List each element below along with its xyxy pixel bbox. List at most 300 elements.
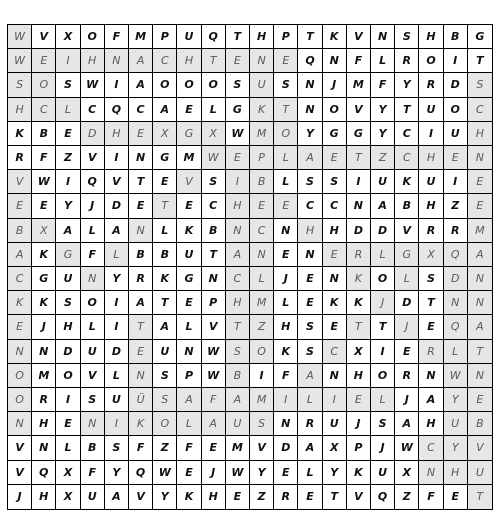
grid-cell[interactable]: A: [468, 243, 492, 267]
grid-cell[interactable]: E: [347, 388, 371, 412]
grid-cell[interactable]: H: [32, 485, 56, 509]
grid-cell[interactable]: V: [347, 25, 371, 49]
grid-cell[interactable]: N: [298, 243, 322, 267]
grid-cell[interactable]: C: [395, 146, 419, 170]
grid-cell[interactable]: L: [202, 98, 226, 122]
grid-cell[interactable]: M: [250, 122, 274, 146]
grid-cell[interactable]: I: [347, 170, 371, 194]
grid-cell[interactable]: C: [323, 340, 347, 364]
grid-cell[interactable]: J: [347, 412, 371, 436]
grid-cell[interactable]: B: [129, 243, 153, 267]
grid-cell[interactable]: L: [274, 170, 298, 194]
grid-cell[interactable]: E: [274, 194, 298, 218]
grid-cell[interactable]: H: [419, 412, 443, 436]
grid-cell[interactable]: S: [8, 73, 32, 97]
grid-cell[interactable]: D: [444, 267, 468, 291]
grid-cell[interactable]: A: [177, 388, 201, 412]
grid-cell[interactable]: A: [105, 219, 129, 243]
grid-cell[interactable]: V: [8, 170, 32, 194]
grid-cell[interactable]: S: [419, 267, 443, 291]
grid-cell[interactable]: R: [129, 267, 153, 291]
grid-cell[interactable]: G: [226, 98, 250, 122]
grid-cell[interactable]: E: [298, 291, 322, 315]
grid-cell[interactable]: C: [32, 98, 56, 122]
grid-cell[interactable]: E: [8, 194, 32, 218]
grid-cell[interactable]: I: [444, 170, 468, 194]
grid-cell[interactable]: V: [468, 436, 492, 460]
grid-cell[interactable]: N: [226, 219, 250, 243]
grid-cell[interactable]: N: [177, 340, 201, 364]
grid-cell[interactable]: H: [202, 485, 226, 509]
grid-cell[interactable]: I: [371, 340, 395, 364]
grid-cell[interactable]: R: [8, 146, 32, 170]
grid-cell[interactable]: H: [56, 315, 80, 339]
grid-cell[interactable]: M: [468, 219, 492, 243]
grid-cell[interactable]: C: [153, 49, 177, 73]
grid-cell[interactable]: P: [274, 25, 298, 49]
grid-cell[interactable]: E: [32, 194, 56, 218]
grid-cell[interactable]: N: [419, 364, 443, 388]
grid-cell[interactable]: L: [153, 219, 177, 243]
grid-cell[interactable]: A: [56, 219, 80, 243]
grid-cell[interactable]: G: [56, 243, 80, 267]
grid-cell[interactable]: K: [250, 98, 274, 122]
grid-cell[interactable]: N: [250, 243, 274, 267]
grid-cell[interactable]: A: [129, 49, 153, 73]
grid-cell[interactable]: V: [177, 170, 201, 194]
grid-cell[interactable]: J: [323, 73, 347, 97]
grid-cell[interactable]: H: [347, 364, 371, 388]
grid-cell[interactable]: W: [8, 49, 32, 73]
grid-cell[interactable]: S: [371, 412, 395, 436]
grid-cell[interactable]: T: [468, 340, 492, 364]
grid-cell[interactable]: L: [177, 315, 201, 339]
grid-cell[interactable]: C: [298, 194, 322, 218]
grid-cell[interactable]: K: [347, 291, 371, 315]
grid-cell[interactable]: X: [32, 219, 56, 243]
grid-cell[interactable]: V: [8, 436, 32, 460]
grid-cell[interactable]: L: [444, 340, 468, 364]
grid-cell[interactable]: E: [177, 98, 201, 122]
grid-cell[interactable]: Q: [298, 49, 322, 73]
grid-cell[interactable]: B: [250, 170, 274, 194]
grid-cell[interactable]: R: [298, 412, 322, 436]
grid-cell[interactable]: U: [250, 73, 274, 97]
grid-cell[interactable]: H: [226, 194, 250, 218]
grid-cell[interactable]: V: [81, 146, 105, 170]
grid-cell[interactable]: F: [105, 25, 129, 49]
grid-cell[interactable]: R: [347, 243, 371, 267]
grid-cell[interactable]: U: [81, 485, 105, 509]
grid-cell[interactable]: E: [56, 122, 80, 146]
grid-cell[interactable]: L: [371, 49, 395, 73]
grid-cell[interactable]: A: [8, 243, 32, 267]
grid-cell[interactable]: W: [226, 461, 250, 485]
grid-cell[interactable]: B: [226, 364, 250, 388]
grid-cell[interactable]: E: [129, 194, 153, 218]
grid-cell[interactable]: E: [298, 485, 322, 509]
grid-cell[interactable]: I: [444, 49, 468, 73]
grid-cell[interactable]: E: [323, 146, 347, 170]
grid-cell[interactable]: U: [153, 340, 177, 364]
grid-cell[interactable]: D: [371, 219, 395, 243]
grid-cell[interactable]: J: [8, 485, 32, 509]
grid-cell[interactable]: I: [105, 73, 129, 97]
grid-cell[interactable]: H: [8, 98, 32, 122]
grid-cell[interactable]: M: [32, 364, 56, 388]
grid-cell[interactable]: T: [153, 194, 177, 218]
grid-cell[interactable]: N: [129, 219, 153, 243]
grid-cell[interactable]: O: [81, 291, 105, 315]
grid-cell[interactable]: W: [395, 436, 419, 460]
grid-cell[interactable]: Y: [323, 461, 347, 485]
grid-cell[interactable]: O: [8, 364, 32, 388]
grid-cell[interactable]: S: [250, 412, 274, 436]
grid-cell[interactable]: H: [298, 219, 322, 243]
grid-cell[interactable]: E: [468, 170, 492, 194]
grid-cell[interactable]: V: [395, 219, 419, 243]
grid-cell[interactable]: E: [226, 146, 250, 170]
grid-cell[interactable]: X: [153, 122, 177, 146]
grid-cell[interactable]: O: [323, 98, 347, 122]
grid-cell[interactable]: E: [444, 146, 468, 170]
grid-cell[interactable]: A: [298, 146, 322, 170]
grid-cell[interactable]: R: [419, 73, 443, 97]
grid-cell[interactable]: S: [468, 73, 492, 97]
grid-cell[interactable]: A: [153, 98, 177, 122]
grid-cell[interactable]: A: [419, 388, 443, 412]
grid-cell[interactable]: Q: [444, 243, 468, 267]
grid-cell[interactable]: D: [274, 436, 298, 460]
grid-cell[interactable]: Z: [250, 315, 274, 339]
grid-cell[interactable]: K: [32, 291, 56, 315]
grid-cell[interactable]: V: [250, 436, 274, 460]
grid-cell[interactable]: O: [56, 364, 80, 388]
grid-cell[interactable]: T: [347, 315, 371, 339]
grid-cell[interactable]: O: [81, 25, 105, 49]
grid-cell[interactable]: G: [32, 267, 56, 291]
grid-cell[interactable]: A: [298, 436, 322, 460]
grid-cell[interactable]: N: [81, 267, 105, 291]
grid-cell[interactable]: O: [250, 340, 274, 364]
grid-cell[interactable]: X: [56, 485, 80, 509]
grid-cell[interactable]: P: [153, 25, 177, 49]
grid-cell[interactable]: E: [468, 388, 492, 412]
grid-cell[interactable]: E: [274, 243, 298, 267]
grid-cell[interactable]: A: [226, 388, 250, 412]
grid-cell[interactable]: E: [468, 194, 492, 218]
grid-cell[interactable]: P: [347, 436, 371, 460]
grid-cell[interactable]: L: [274, 146, 298, 170]
grid-cell[interactable]: V: [129, 485, 153, 509]
grid-cell[interactable]: U: [444, 122, 468, 146]
grid-cell[interactable]: K: [347, 461, 371, 485]
grid-cell[interactable]: T: [153, 291, 177, 315]
grid-cell[interactable]: Z: [395, 485, 419, 509]
grid-cell[interactable]: Y: [371, 122, 395, 146]
grid-cell[interactable]: X: [56, 25, 80, 49]
grid-cell[interactable]: X: [323, 436, 347, 460]
grid-cell[interactable]: W: [153, 461, 177, 485]
grid-cell[interactable]: D: [105, 340, 129, 364]
grid-cell[interactable]: H: [419, 194, 443, 218]
grid-cell[interactable]: K: [8, 291, 32, 315]
grid-cell[interactable]: N: [8, 340, 32, 364]
grid-cell[interactable]: M: [250, 388, 274, 412]
grid-cell[interactable]: N: [81, 412, 105, 436]
grid-cell[interactable]: C: [395, 122, 419, 146]
grid-cell[interactable]: B: [81, 436, 105, 460]
grid-cell[interactable]: X: [395, 461, 419, 485]
grid-cell[interactable]: I: [105, 291, 129, 315]
grid-cell[interactable]: I: [105, 315, 129, 339]
grid-cell[interactable]: X: [419, 243, 443, 267]
grid-cell[interactable]: N: [129, 364, 153, 388]
grid-cell[interactable]: V: [32, 25, 56, 49]
grid-cell[interactable]: H: [274, 315, 298, 339]
grid-cell[interactable]: R: [444, 219, 468, 243]
grid-cell[interactable]: C: [226, 267, 250, 291]
grid-cell[interactable]: Ü: [129, 388, 153, 412]
grid-cell[interactable]: E: [419, 315, 443, 339]
grid-cell[interactable]: V: [81, 364, 105, 388]
grid-cell[interactable]: S: [56, 73, 80, 97]
grid-cell[interactable]: M: [347, 73, 371, 97]
grid-cell[interactable]: U: [81, 340, 105, 364]
grid-cell[interactable]: L: [298, 461, 322, 485]
grid-cell[interactable]: H: [444, 461, 468, 485]
grid-cell[interactable]: U: [105, 388, 129, 412]
grid-cell[interactable]: I: [105, 412, 129, 436]
grid-cell[interactable]: F: [347, 49, 371, 73]
grid-cell[interactable]: E: [202, 436, 226, 460]
grid-cell[interactable]: S: [323, 170, 347, 194]
grid-cell[interactable]: E: [298, 267, 322, 291]
grid-cell[interactable]: J: [202, 461, 226, 485]
grid-cell[interactable]: T: [347, 146, 371, 170]
grid-cell[interactable]: E: [323, 315, 347, 339]
grid-cell[interactable]: O: [177, 73, 201, 97]
grid-cell[interactable]: J: [395, 388, 419, 412]
grid-cell[interactable]: U: [323, 412, 347, 436]
grid-cell[interactable]: D: [347, 219, 371, 243]
grid-cell[interactable]: T: [129, 315, 153, 339]
grid-cell[interactable]: S: [298, 315, 322, 339]
grid-cell[interactable]: N: [323, 267, 347, 291]
grid-cell[interactable]: Y: [444, 388, 468, 412]
grid-cell[interactable]: H: [226, 291, 250, 315]
grid-cell[interactable]: D: [56, 340, 80, 364]
grid-cell[interactable]: N: [274, 412, 298, 436]
grid-cell[interactable]: N: [468, 146, 492, 170]
grid-cell[interactable]: F: [371, 73, 395, 97]
grid-cell[interactable]: O: [153, 412, 177, 436]
grid-cell[interactable]: K: [347, 267, 371, 291]
grid-cell[interactable]: N: [444, 291, 468, 315]
grid-cell[interactable]: G: [177, 122, 201, 146]
grid-cell[interactable]: J: [395, 315, 419, 339]
grid-cell[interactable]: A: [371, 194, 395, 218]
grid-cell[interactable]: T: [226, 315, 250, 339]
grid-cell[interactable]: T: [468, 49, 492, 73]
grid-cell[interactable]: L: [177, 412, 201, 436]
grid-cell[interactable]: C: [250, 219, 274, 243]
grid-cell[interactable]: O: [32, 73, 56, 97]
grid-cell[interactable]: I: [56, 49, 80, 73]
grid-cell[interactable]: K: [177, 485, 201, 509]
grid-cell[interactable]: B: [8, 219, 32, 243]
grid-cell[interactable]: D: [395, 291, 419, 315]
grid-cell[interactable]: F: [81, 461, 105, 485]
grid-cell[interactable]: Y: [105, 461, 129, 485]
grid-cell[interactable]: Q: [32, 461, 56, 485]
grid-cell[interactable]: R: [395, 364, 419, 388]
grid-cell[interactable]: R: [419, 219, 443, 243]
grid-cell[interactable]: K: [323, 291, 347, 315]
grid-cell[interactable]: Y: [56, 194, 80, 218]
grid-cell[interactable]: U: [444, 412, 468, 436]
grid-cell[interactable]: Y: [153, 485, 177, 509]
grid-cell[interactable]: H: [468, 122, 492, 146]
grid-cell[interactable]: V: [347, 485, 371, 509]
grid-cell[interactable]: N: [32, 340, 56, 364]
grid-cell[interactable]: P: [250, 146, 274, 170]
grid-cell[interactable]: X: [202, 122, 226, 146]
grid-cell[interactable]: A: [105, 485, 129, 509]
grid-cell[interactable]: L: [81, 315, 105, 339]
grid-cell[interactable]: W: [202, 146, 226, 170]
grid-cell[interactable]: R: [395, 49, 419, 73]
grid-cell[interactable]: J: [32, 315, 56, 339]
grid-cell[interactable]: S: [81, 388, 105, 412]
grid-cell[interactable]: E: [56, 412, 80, 436]
grid-cell[interactable]: C: [419, 436, 443, 460]
grid-cell[interactable]: U: [56, 267, 80, 291]
grid-cell[interactable]: L: [105, 364, 129, 388]
grid-cell[interactable]: W: [81, 73, 105, 97]
grid-cell[interactable]: N: [419, 461, 443, 485]
grid-cell[interactable]: E: [395, 340, 419, 364]
grid-cell[interactable]: B: [32, 122, 56, 146]
grid-cell[interactable]: F: [419, 485, 443, 509]
grid-cell[interactable]: F: [177, 436, 201, 460]
grid-cell[interactable]: I: [56, 388, 80, 412]
grid-cell[interactable]: V: [8, 461, 32, 485]
grid-cell[interactable]: C: [202, 194, 226, 218]
grid-cell[interactable]: Q: [81, 170, 105, 194]
grid-cell[interactable]: S: [153, 388, 177, 412]
grid-cell[interactable]: U: [177, 25, 201, 49]
grid-cell[interactable]: T: [202, 243, 226, 267]
grid-cell[interactable]: C: [468, 98, 492, 122]
grid-cell[interactable]: R: [32, 388, 56, 412]
grid-cell[interactable]: E: [274, 461, 298, 485]
grid-cell[interactable]: O: [444, 98, 468, 122]
grid-cell[interactable]: N: [371, 25, 395, 49]
grid-cell[interactable]: L: [298, 388, 322, 412]
grid-cell[interactable]: L: [56, 98, 80, 122]
grid-cell[interactable]: I: [323, 388, 347, 412]
grid-cell[interactable]: I: [250, 364, 274, 388]
grid-cell[interactable]: T: [274, 98, 298, 122]
grid-cell[interactable]: E: [32, 49, 56, 73]
grid-cell[interactable]: S: [153, 364, 177, 388]
grid-cell[interactable]: C: [323, 194, 347, 218]
grid-cell[interactable]: K: [153, 267, 177, 291]
grid-cell[interactable]: V: [347, 98, 371, 122]
grid-cell[interactable]: O: [419, 49, 443, 73]
grid-cell[interactable]: B: [468, 412, 492, 436]
grid-cell[interactable]: F: [274, 364, 298, 388]
grid-cell[interactable]: E: [153, 170, 177, 194]
grid-cell[interactable]: B: [202, 219, 226, 243]
grid-cell[interactable]: W: [202, 340, 226, 364]
grid-cell[interactable]: A: [129, 73, 153, 97]
grid-cell[interactable]: S: [298, 340, 322, 364]
grid-cell[interactable]: F: [81, 243, 105, 267]
grid-cell[interactable]: U: [468, 461, 492, 485]
grid-cell[interactable]: E: [226, 485, 250, 509]
grid-cell[interactable]: A: [226, 243, 250, 267]
grid-cell[interactable]: G: [153, 146, 177, 170]
grid-cell[interactable]: Q: [202, 25, 226, 49]
grid-cell[interactable]: S: [226, 73, 250, 97]
grid-cell[interactable]: O: [371, 267, 395, 291]
grid-cell[interactable]: H: [323, 219, 347, 243]
grid-cell[interactable]: Z: [444, 194, 468, 218]
grid-cell[interactable]: E: [444, 485, 468, 509]
grid-cell[interactable]: O: [153, 73, 177, 97]
grid-cell[interactable]: G: [177, 267, 201, 291]
grid-cell[interactable]: K: [323, 25, 347, 49]
grid-cell[interactable]: T: [202, 49, 226, 73]
grid-cell[interactable]: F: [129, 436, 153, 460]
grid-cell[interactable]: S: [56, 291, 80, 315]
grid-cell[interactable]: V: [105, 170, 129, 194]
grid-cell[interactable]: N: [8, 412, 32, 436]
grid-cell[interactable]: D: [81, 122, 105, 146]
grid-cell[interactable]: U: [177, 243, 201, 267]
grid-cell[interactable]: O: [371, 364, 395, 388]
grid-cell[interactable]: T: [226, 25, 250, 49]
grid-cell[interactable]: K: [395, 170, 419, 194]
grid-cell[interactable]: I: [274, 388, 298, 412]
grid-cell[interactable]: R: [419, 340, 443, 364]
grid-cell[interactable]: D: [105, 194, 129, 218]
grid-cell[interactable]: A: [153, 315, 177, 339]
grid-cell[interactable]: H: [81, 49, 105, 73]
grid-cell[interactable]: L: [395, 267, 419, 291]
grid-cell[interactable]: U: [371, 170, 395, 194]
grid-cell[interactable]: Z: [371, 146, 395, 170]
grid-cell[interactable]: N: [323, 364, 347, 388]
grid-cell[interactable]: Y: [298, 122, 322, 146]
grid-cell[interactable]: Z: [153, 436, 177, 460]
grid-cell[interactable]: Q: [444, 315, 468, 339]
grid-cell[interactable]: B: [153, 243, 177, 267]
grid-cell[interactable]: A: [202, 412, 226, 436]
grid-cell[interactable]: M: [177, 146, 201, 170]
grid-cell[interactable]: H: [105, 122, 129, 146]
grid-cell[interactable]: E: [177, 194, 201, 218]
grid-cell[interactable]: X: [347, 340, 371, 364]
grid-cell[interactable]: B: [395, 194, 419, 218]
grid-cell[interactable]: T: [468, 485, 492, 509]
grid-cell[interactable]: I: [226, 170, 250, 194]
grid-cell[interactable]: W: [8, 25, 32, 49]
grid-cell[interactable]: L: [56, 436, 80, 460]
grid-cell[interactable]: W: [444, 364, 468, 388]
